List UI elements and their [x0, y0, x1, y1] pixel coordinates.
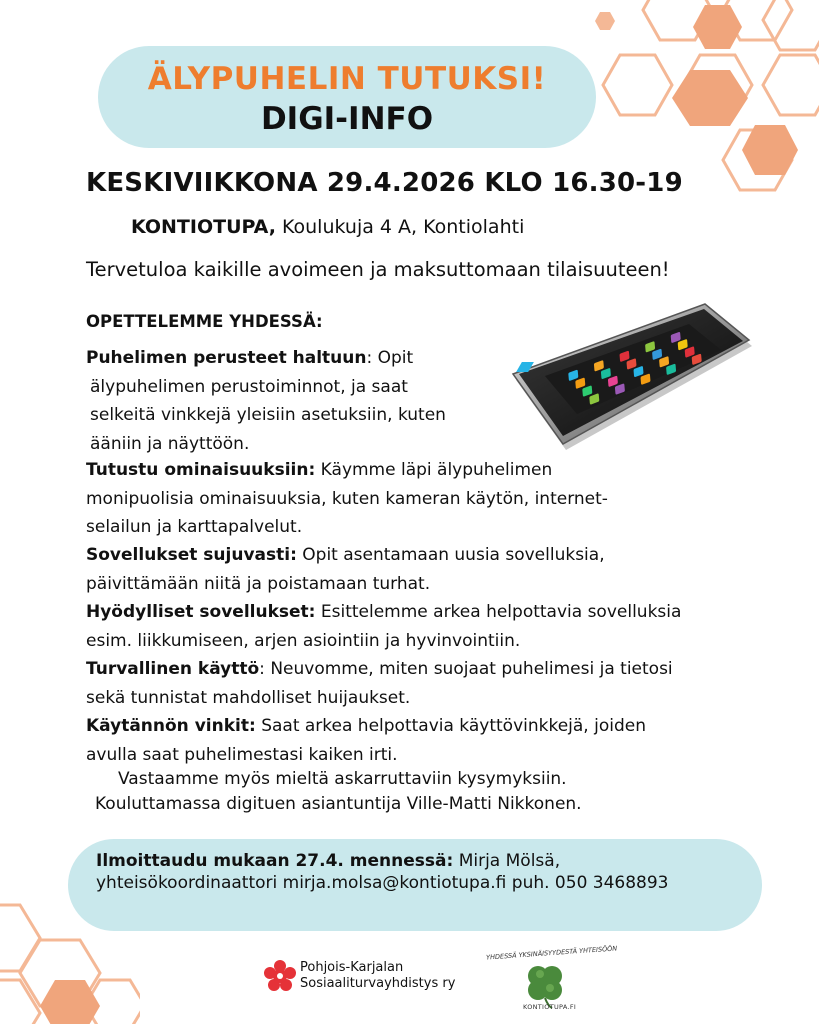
topic-safe-use: Turvallinen käyttö: Neuvomme, miten suojaat puhelimesi ja tietosi sekä tunnistat mahdolliset huijaukset. [86, 659, 673, 708]
registration-contact: Mirja Mölsä, yhteisökoordinaattori mirja.molsa@kontiotupa.fi puh. 050 3468893 [96, 851, 669, 893]
venue-name: KONTIOTUPA, [131, 216, 276, 238]
topic-text: Esittelemme arkea helpottavia sovelluksia esim. liikkumiseen, arjen asiointiin ja hyvinvointiin. [86, 602, 682, 651]
topic-title: Käytännön vinkit: [86, 716, 256, 736]
topic-basics: Puhelimen perusteet haltuun: Opit älypuhelimen perustoiminnot, ja saat selkeitä vinkkejä yleisiin asetuksiin, kuten ääniin ja näyttöön. [86, 348, 446, 454]
topic-text: Saat arkea helpottavia käyttövinkkejä, joiden avulla saat puhelimestasi kaiken irti. [86, 716, 646, 765]
kontiotupa-name: KONTIOTUPA.FI [523, 1003, 577, 1011]
topic-useful-apps [86, 598, 716, 655]
topic-title: Tutustu ominaisuuksiin: [86, 460, 316, 480]
topic-title: Sovellukset sujuvasti: [86, 545, 297, 565]
topic-title: Puhelimen perusteet haltuun [86, 348, 367, 368]
topic-text: Käymme läpi älypuhelimen monipuolisia ominaisuuksia, kuten kameran käytön, internet-selailun ja karttapalvelut. [86, 460, 608, 537]
kontiotupa-tagline: YHDESSÄ YKSINÄISYYDESTÄ YHTEISÖÖN [485, 944, 618, 962]
event-title: ÄLYPUHELIN TUTUKSI! [147, 61, 547, 97]
topic-title: Hyödylliset sovellukset: [86, 602, 316, 622]
topic-title: Turvallinen käyttö [86, 659, 260, 679]
closing-line-2: Kouluttamassa digituen asiantuntija Ville-Matti Nikkonen. [95, 794, 582, 814]
topic-apps [86, 541, 686, 598]
registration-text [96, 850, 726, 894]
topic-text: Opit asentamaan uusia sovelluksia, päivittämään niitä ja poistamaan turhat. [86, 545, 605, 594]
topic-features [86, 456, 646, 542]
psy-logo-icon [262, 958, 298, 994]
smartphone-illustration [505, 296, 755, 456]
registration-banner [68, 839, 762, 931]
topic-tips [86, 712, 686, 769]
registration-label: Ilmoittaudu mukaan 27.4. mennessä: [96, 851, 454, 871]
welcome-text: Tervetuloa kaikille avoimeen ja maksuttomaan tilaisuuteen! [86, 258, 670, 281]
title-banner [98, 46, 596, 148]
topic-text: Neuvomme, miten suojaat puhelimesi ja tietosi sekä tunnistat mahdolliset huijaukset. [86, 659, 673, 708]
event-location [131, 216, 524, 238]
venue-address: Koulukuja 4 A, Kontiolahti [275, 216, 525, 238]
event-datetime: KESKIVIIKKONA 29.4.2026 KLO 16.30-19 [86, 168, 683, 198]
program-heading: OPETTELEMME YHDESSÄ: [86, 312, 323, 331]
closing-line-1: Vastaamme myös mieltä askarruttaviin kysymyksiin. [118, 769, 567, 789]
psy-logo-text: Pohjois-Karjalan Sosiaaliturvayhdistys ry [300, 960, 456, 991]
event-subtitle: DIGI-INFO [260, 101, 434, 137]
